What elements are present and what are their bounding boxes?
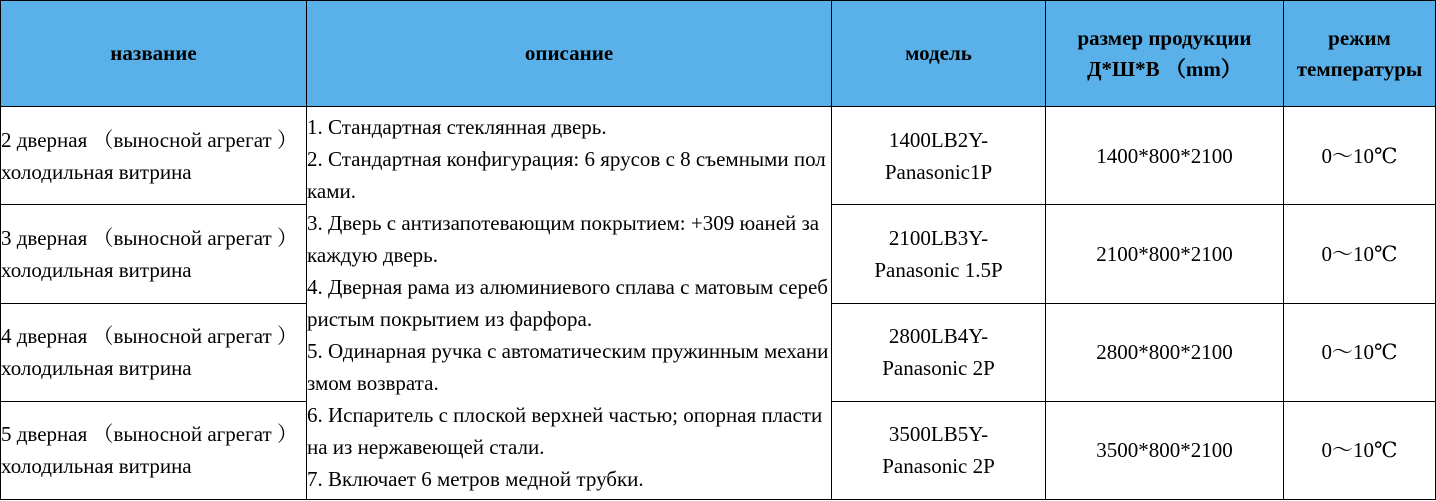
description-line: 3. Дверь с антизапотевающим покрытием: +309 юаней за каждую дверь.: [307, 211, 820, 268]
model-code: 2800LB4Y-: [888, 324, 989, 349]
temperature-cell: 0～10℃: [1284, 303, 1436, 401]
model-cell: [832, 107, 1046, 205]
product-name-cell: 3 дверная （выносной агрегат ）холодильная витрина: [1, 205, 307, 303]
description-line: 5. Одинарная ручка с автоматическим пружинным механизмом возврата.: [307, 339, 829, 396]
header-temperature: режим температуры: [1284, 1, 1436, 107]
temperature-cell: 0～10℃: [1284, 107, 1436, 205]
description-line: 6. Испаритель с плоской верхней частью; опорная пластина из нержавеющей стали.: [307, 403, 823, 460]
header-model: модель: [832, 1, 1046, 107]
model-compressor: Panasonic 2P: [882, 454, 995, 479]
table-row: [1, 107, 1436, 205]
header-description: описание: [307, 1, 832, 107]
product-name-cell: 5 дверная （выносной агрегат ）холодильная витрина: [1, 401, 307, 499]
description-cell: [307, 107, 832, 500]
model-cell: [832, 303, 1046, 401]
model-compressor: Panasonic 1.5P: [874, 257, 1003, 282]
model-compressor: Panasonic 2P: [882, 356, 995, 381]
size-cell: 3500*800*2100: [1046, 401, 1284, 499]
model-compressor: Panasonic1P: [884, 159, 993, 184]
header-name: название: [1, 1, 307, 107]
model-code: 3500LB5Y-: [888, 422, 989, 447]
description-line: 7. Включает 6 метров медной трубки.: [307, 467, 644, 492]
temperature-cell: 0～10℃: [1284, 401, 1436, 499]
size-cell: 2100*800*2100: [1046, 205, 1284, 303]
table-header-row: [1, 1, 1436, 107]
product-name-cell: 4 дверная （выносной агрегат ）холодильная витрина: [1, 303, 307, 401]
model-cell: [832, 401, 1046, 499]
description-line: 1. Стандартная стеклянная дверь.: [307, 115, 607, 140]
model-code: 1400LB2Y-: [888, 127, 989, 152]
description-line: 2. Стандартная конфигурация: 6 ярусов с 8 съемными полками.: [307, 147, 826, 204]
header-size: размер продукции Д*Ш*В （mm）: [1046, 1, 1284, 107]
model-code: 2100LB3Y-: [888, 225, 989, 250]
product-name-cell: 2 дверная （выносной агрегат ）холодильная витрина: [1, 107, 307, 205]
size-cell: 1400*800*2100: [1046, 107, 1284, 205]
temperature-cell: 0～10℃: [1284, 205, 1436, 303]
size-cell: 2800*800*2100: [1046, 303, 1284, 401]
model-cell: [832, 205, 1046, 303]
description-line: 4. Дверная рама из алюминиевого сплава с матовым серебристым покрытием из фарфора.: [307, 275, 828, 332]
